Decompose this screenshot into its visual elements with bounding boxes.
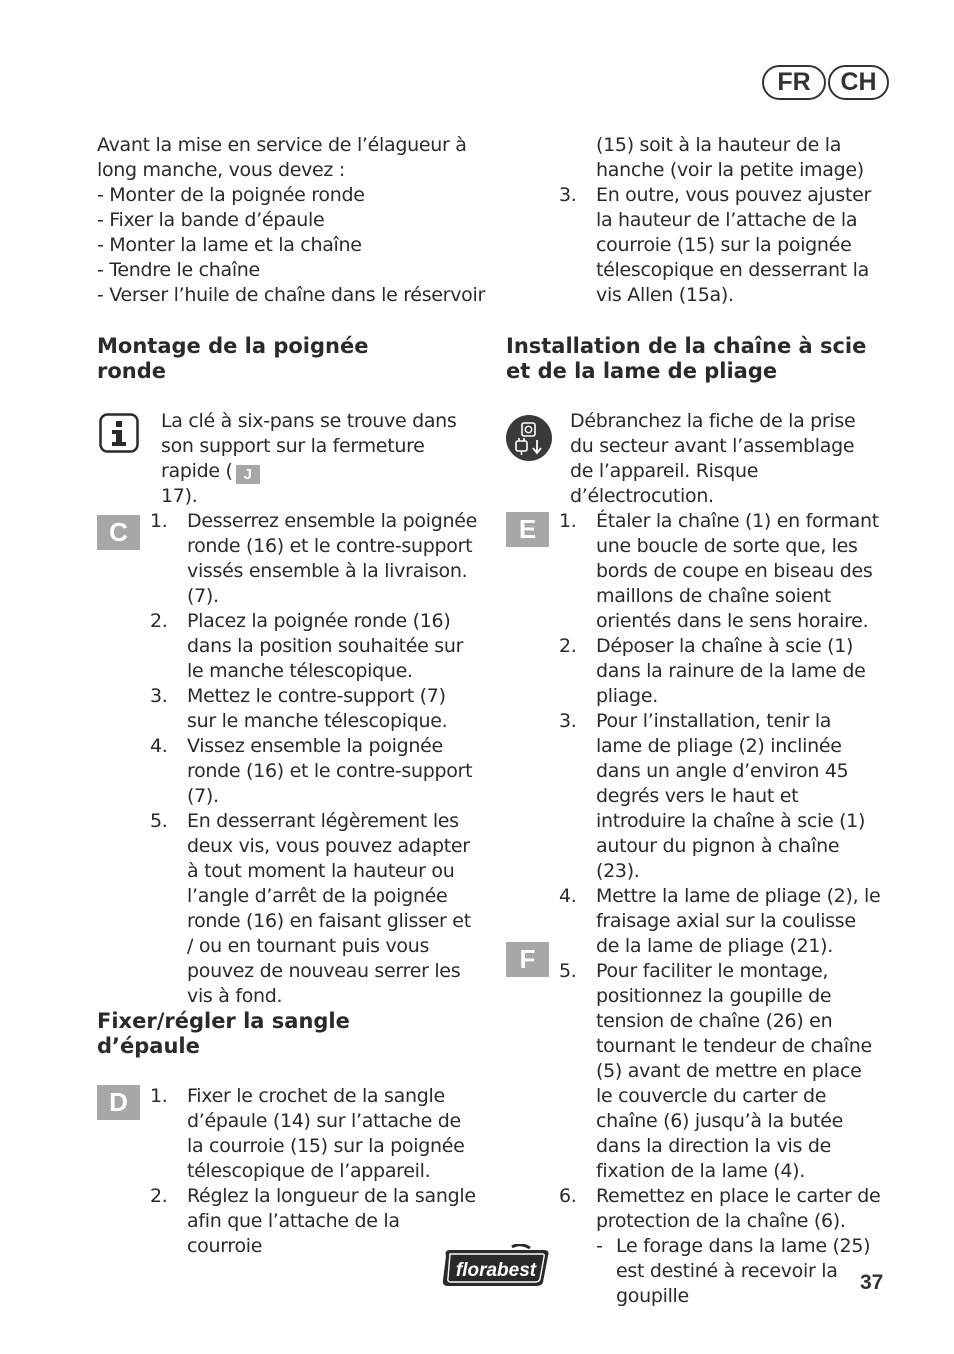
heading-installation-chaine: Installation de la chaîne à scie et de la lame de pliage bbox=[506, 334, 867, 383]
list-item: - Monter de la poignée ronde bbox=[97, 184, 365, 206]
list-item: 2. Placez la poignée ronde (16) dans la position souhaitée sur le manche télescopique. bbox=[150, 610, 464, 682]
list-item: - Fixer la bande d’épaule bbox=[97, 209, 325, 231]
steps-c bbox=[150, 509, 480, 1009]
list-item: 5. En desserrant légèrement les deux vis, vous pouvez adapter à tout moment la hauteur ou l’angle d’arrêt de la poignée ronde (16) en faisant glisser et / ou en tournant puis vous pouvez de nouveau serrer les vis à fond. bbox=[150, 810, 471, 1007]
list-item: - Verser l’huile de chaîne dans le réservoir bbox=[97, 284, 485, 306]
intro-text: Avant la mise en service de l’élagueur à long manche, vous devez : bbox=[97, 134, 467, 181]
list-item: 6. Remettez en place le carter de protection de la chaîne (6). bbox=[559, 1185, 881, 1232]
intro-list bbox=[97, 183, 487, 308]
list-item: 5. Pour faciliter le montage, positionnez la goupille de tension de chaîne (26) en tournant le tendeur de chaîne (5) avant de mettre en place le couvercle du carter de chaîne (6) jusqu’à la butée dans la direction la vis de fixation de la lame (4). bbox=[559, 960, 872, 1182]
section-marker-d: D bbox=[97, 1085, 140, 1120]
list-item: 3. Pour l’installation, tenir la lame de pliage (2) inclinée dans un angle d’environ 45 degrés vers le haut et introduire la chaîne à scie (1) autour du pignon à chaîne (23). bbox=[559, 710, 866, 882]
list-item: 2. Déposer la chaîne à scie (1) dans la rainure de la lame de pliage. bbox=[559, 635, 866, 707]
steps-d bbox=[150, 1084, 480, 1259]
warning-note: Débranchez la fiche de la prise du secteur avant l’assemblage de l’appareil. Risque d’électrocution. bbox=[570, 410, 856, 507]
step-d2-continued: (15) soit à la hauteur de la hanche (voir la petite image) bbox=[596, 134, 864, 181]
list-item: 4. Mettre la lame de pliage (2), le fraisage axial sur la coulisse de la lame de pliage (21). bbox=[559, 885, 881, 957]
steps-e bbox=[559, 509, 889, 1309]
unplug-warning-icon bbox=[505, 414, 553, 462]
brand-logo bbox=[440, 1244, 552, 1290]
info-icon bbox=[99, 413, 139, 453]
list-item: 1. Étaler la chaîne (1) en formant une boucle de sorte que, les bords de coupe en biseau des maillons de chaîne soient orientés dans le sens horaire. bbox=[559, 510, 879, 632]
section-marker-e: E bbox=[506, 512, 549, 547]
section-marker-c: C bbox=[97, 515, 140, 550]
heading-sangle-epaule: Fixer/régler la sangle d’épaule bbox=[97, 1009, 350, 1058]
heading-montage-poignee: Montage de la poignée ronde bbox=[97, 334, 369, 383]
step-d3 bbox=[559, 183, 889, 308]
page-number: 37 bbox=[860, 1271, 884, 1294]
list-item: 4. Vissez ensemble la poignée ronde (16) et le contre-support (7). bbox=[150, 735, 473, 807]
list-item: - Tendre le chaîne bbox=[97, 259, 260, 281]
list-item: 1. Desserrez ensemble la poignée ronde (16) et le contre-support vissés ensemble à la livraison. (7). bbox=[150, 510, 477, 607]
lang-badge-fr: FR bbox=[762, 65, 826, 100]
svg-text:florabest: florabest bbox=[455, 1260, 537, 1281]
list-item: 3. En outre, vous pouvez ajuster la hauteur de l’attache de la courroie (15) sur la poignée télescopique en desserrant la vis Allen (15a). bbox=[559, 184, 872, 306]
section-ref-badge: J bbox=[236, 465, 260, 484]
list-item: 1. Fixer le crochet de la sangle d’épaule (14) sur l’attache de la courroie (15) sur la poignée télescopique de l’appareil. bbox=[150, 1085, 465, 1182]
sub-note: - Le forage dans la lame (25) est destiné à recevoir la goupille bbox=[596, 1235, 871, 1307]
list-item: 2. Réglez la longueur de la sangle afin que l’attache de la courroie bbox=[150, 1185, 476, 1257]
list-item: - Monter la lame et la chaîne bbox=[97, 234, 362, 256]
info-note: La clé à six-pans se trouve dans son support sur la fermeture rapide ( J 17). bbox=[161, 410, 457, 507]
lang-badge-ch: CH bbox=[828, 65, 889, 100]
list-item: 3. Mettez le contre-support (7) sur le manche télescopique. bbox=[150, 685, 448, 732]
section-marker-f: F bbox=[506, 942, 549, 977]
